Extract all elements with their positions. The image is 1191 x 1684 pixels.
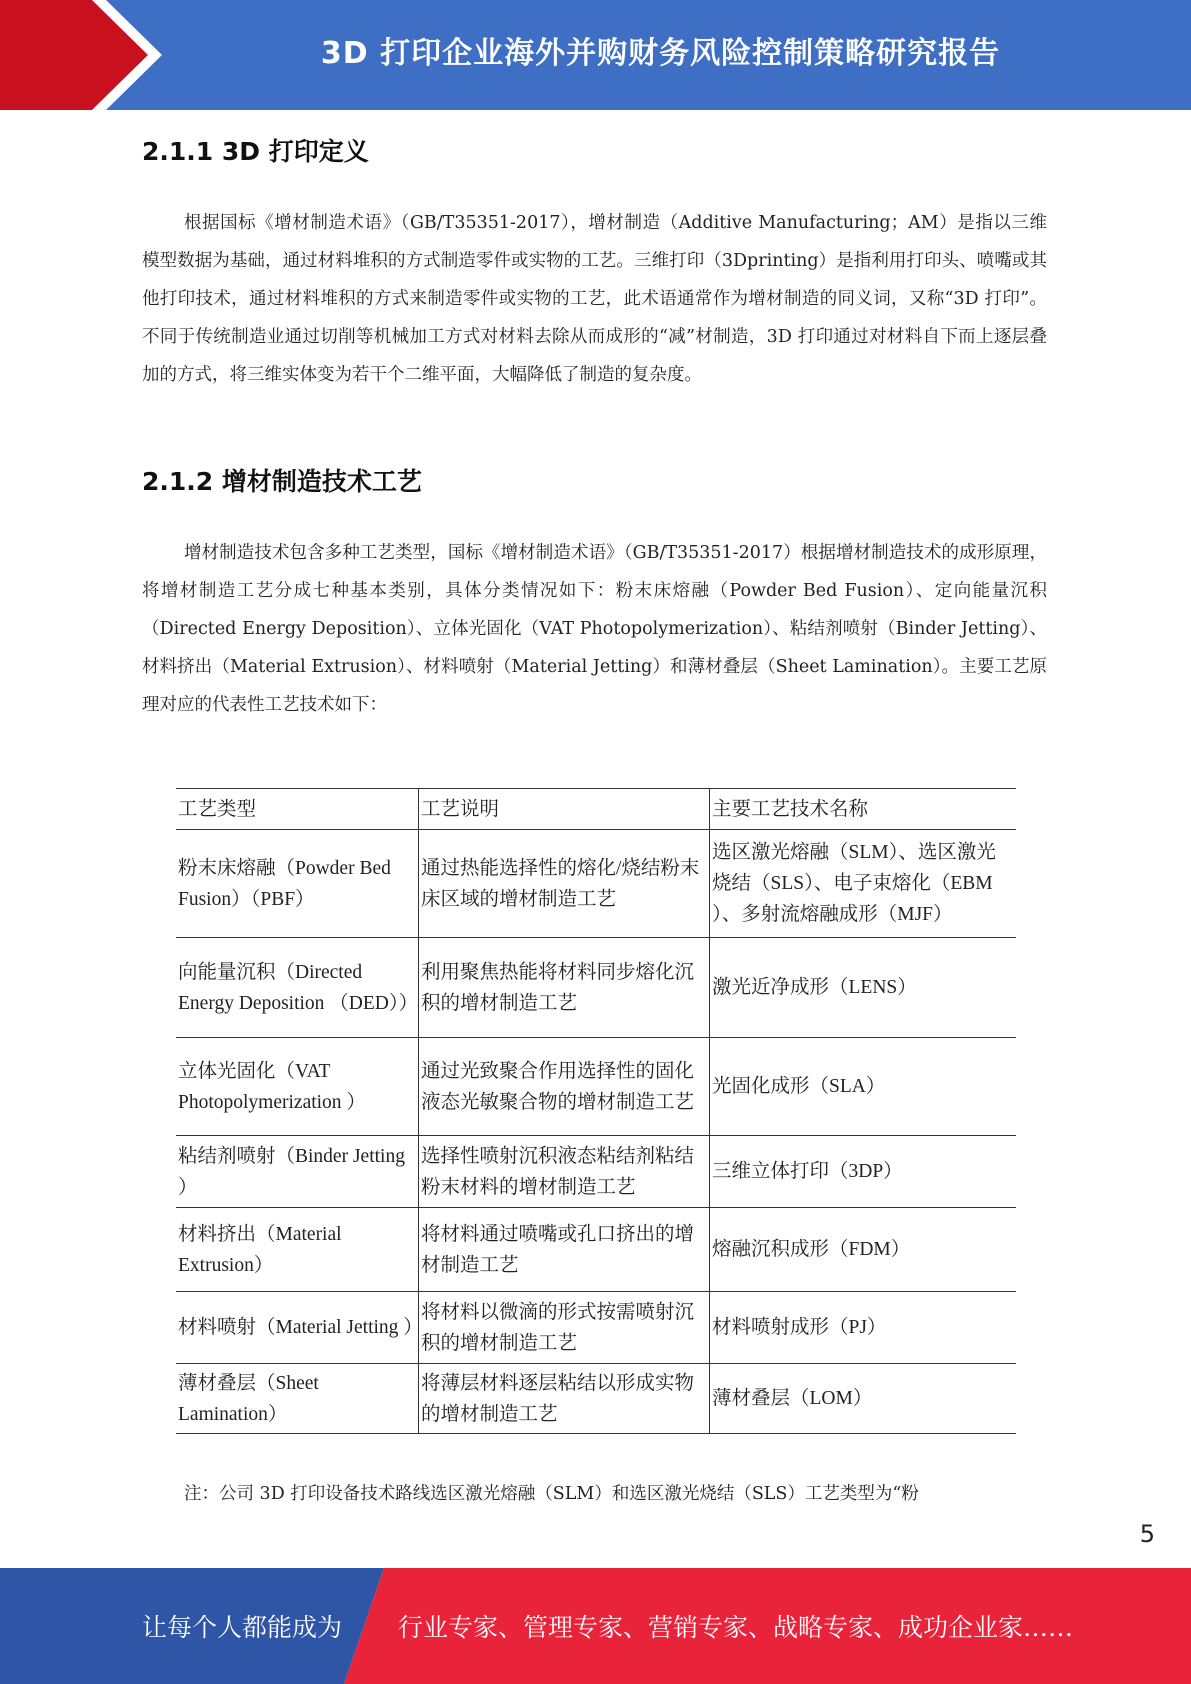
table-cell: 将材料通过喷嘴或孔口挤出的增材制造工艺 [419, 1208, 710, 1292]
table-cell: 立体光固化（VAT Photopolymerization ） [176, 1038, 419, 1136]
table-cell: 粘结剂喷射（Binder Jetting ） [176, 1136, 419, 1208]
table-cell: 将薄层材料逐层粘结以形成实物的增材制造工艺 [419, 1364, 710, 1434]
table-row [176, 1208, 1016, 1292]
section-heading-2: 2.1.2 增材制造技术工艺 [142, 467, 422, 496]
table-cell: 激光近净成形（LENS） [710, 938, 1017, 1038]
table-cell: 薄材叠层（Sheet Lamination） [176, 1364, 419, 1434]
table-cell: 材料喷射（Material Jetting ） [176, 1292, 419, 1364]
table-cell: 通过热能选择性的熔化/烧结粉末床区域的增材制造工艺 [419, 830, 710, 938]
table-row [176, 1292, 1016, 1364]
table-header-cell: 工艺类型 [176, 789, 419, 830]
page-number: 5 [1139, 1520, 1155, 1548]
table-header-cell: 工艺说明 [419, 789, 710, 830]
table-cell: 熔融沉积成形（FDM） [710, 1208, 1017, 1292]
table-cell: 粉末床熔融（Powder Bed Fusion）（PBF） [176, 830, 419, 938]
process-table [176, 788, 1016, 1434]
footer-banner [0, 1568, 1191, 1684]
section-paragraph-1: 根据国标《增材制造术语》（GB/T35351-2017），增材制造（Additive Manufacturing；AM）是指以三维模型数据为基础，通过材料堆积的方式制造零件或实物的工艺。三维打印（3Dprinting）是指利用打印头、喷嘴或其他打印技术，通过材料堆积的方式来制造零件或实物的工艺，此术语通常作为增材制造的同义词，又称“3D 打印”。不同于传统制造业通过切削等机械加工方式对材料去除从而成形的“减”材制造，3D 打印通过对材料自下而上逐层叠加的方式，将三维实体变为若干个二维平面，大幅降低了制造的复杂度。 [142, 213, 1047, 385]
table-cell: 薄材叠层（LOM） [710, 1364, 1017, 1434]
section-paragraph-2: 增材制造技术包含多种工艺类型，国标《增材制造术语》（GB/T35351-2017）根据增材制造技术的成形原理，将增材制造工艺分成七种基本类别，具体分类情况如下：粉末床熔融（Powder Bed Fusion）、定向能量沉积（Directed Energy Deposition）、立体光固化（VAT Photopolymerization）、粘结剂喷射（Binder Jetting）、材料挤出（Material Extrusion）、材料喷射（Material Jetting）和薄材叠层（Sheet Lamination）。主要工艺原理对应的代表性工艺技术如下： [142, 543, 1047, 715]
table-row [176, 938, 1016, 1038]
footer-slogan-right: 行业专家、管理专家、营销专家、战略专家、成功企业家…… [398, 1613, 1074, 1642]
table-cell: 光固化成形（SLA） [710, 1038, 1017, 1136]
table-cell: 材料挤出（Material Extrusion） [176, 1208, 419, 1292]
table-cell: 三维立体打印（3DP） [710, 1136, 1017, 1208]
table-header-cell: 主要工艺技术名称 [710, 789, 1017, 830]
table-header-row [176, 789, 1016, 830]
table-cell: 利用聚焦热能将材料同步熔化沉积的增材制造工艺 [419, 938, 710, 1038]
table-cell [710, 830, 1017, 938]
table-row [176, 1136, 1016, 1208]
section-heading-1: 2.1.1 3D 打印定义 [142, 137, 369, 166]
table-row [176, 830, 1016, 938]
table-row [176, 1038, 1016, 1136]
table-row [176, 1364, 1016, 1434]
table-cell: 通过光致聚合作用选择性的固化液态光敏聚合物的增材制造工艺 [419, 1038, 710, 1136]
table-cell: 将材料以微滴的形式按需喷射沉积的增材制造工艺 [419, 1292, 710, 1364]
document-title: 3D 打印企业海外并购财务风险控制策略研究报告 [320, 36, 1001, 71]
table-cell: 选择性喷射沉积液态粘结剂粘结粉末材料的增材制造工艺 [419, 1136, 710, 1208]
table-note: 注：公司 3D 打印设备技术路线选区激光熔融（SLM）和选区激光烧结（SLS）工艺类型为“粉 [184, 1484, 919, 1504]
table-cell-text: 选区激光熔融（SLM）、选区激光烧结（SLS）、电子束熔化（EBM ）、多射流熔融成形（MJF） [712, 842, 996, 925]
header-banner [0, 0, 1191, 110]
table-cell: 向能量沉积（Directed Energy Deposition （DED）） [176, 938, 419, 1038]
footer-slogan-left: 让每个人都能成为 [142, 1613, 343, 1642]
table-cell: 材料喷射成形（PJ） [710, 1292, 1017, 1364]
